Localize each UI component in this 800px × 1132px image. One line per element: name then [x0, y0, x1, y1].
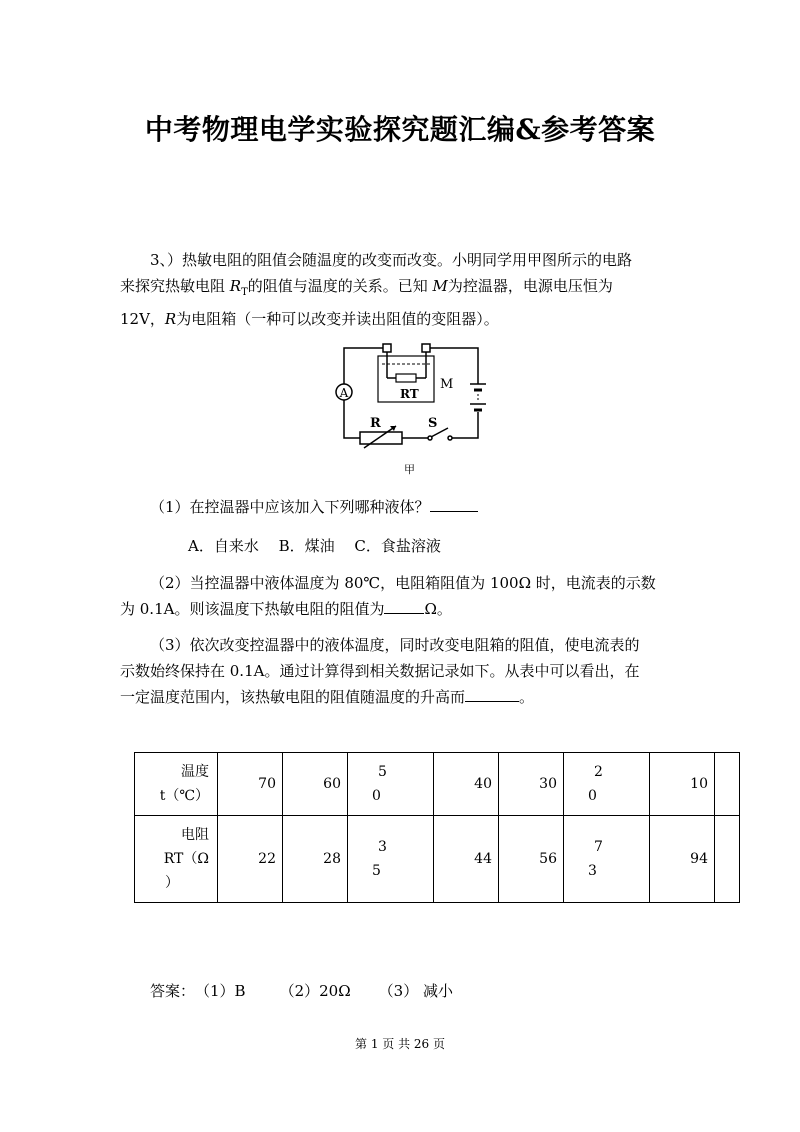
table-cell-label: 电阻 RT（Ω ） [135, 816, 218, 903]
table-cell: 40 [434, 753, 499, 816]
table-cell: 22 [218, 816, 283, 903]
thermistor-label: RT [400, 387, 419, 401]
table-cell: 5 0 [348, 753, 434, 816]
table-cell: 56 [499, 816, 564, 903]
table-cell-empty [715, 816, 740, 903]
answer-blank [465, 685, 519, 702]
intro-line-2: 来探究热敏电阻 $R_T$的阻值与温度的关系。已知 M为控温器，电源电压恒为 [120, 277, 613, 298]
page-footer: 第 1 页 共 26 页 [355, 1037, 445, 1051]
controller-label: M [440, 377, 454, 392]
page-title: 中考物理电学实验探究题汇编&参考答案 [144, 113, 656, 146]
answer-blank [384, 597, 424, 614]
figure-caption: 甲 [404, 463, 415, 476]
table-row [135, 816, 740, 903]
table-cell: 44 [434, 816, 499, 903]
question-2: （2）当控温器中液体温度为 80℃，电阻箱阻值为 100Ω 时，电流表的示数 为 0.1A。则该温度下热敏电阻的阻值为 Ω。 [120, 574, 656, 618]
question-1-options: A．自来水 B．煤油 C．食盐溶液 [188, 537, 441, 555]
circuit-diagram [330, 338, 490, 456]
intro-line-3: 12V，R为电阻箱（一种可以改变并读出阻值的变阻器）。 [120, 310, 499, 328]
table-cell: 2 0 [564, 753, 650, 816]
question-3: （3）依次改变控温器中的液体温度，同时改变电阻箱的阻值，使电流表的 示数始终保持在 0.1A。通过计算得到相关数据记录如下。从表中可以看出，在 一定温度范围内，该热敏电阻的阻值随温度的升高而 。 [120, 636, 640, 706]
table-cell: 7 3 [564, 816, 650, 903]
table-cell: 70 [218, 753, 283, 816]
question-1: （1）在控温器中应该加入下列哪种液体？ [120, 494, 680, 520]
table-row [135, 753, 740, 816]
data-table [134, 752, 740, 903]
intro-paragraph [120, 247, 680, 332]
answer-line: 答案：（1）B （2）20Ω （3） 减小 [150, 982, 453, 1000]
table-cell: 10 [650, 753, 715, 816]
table-cell: 3 5 [348, 816, 434, 903]
table-cell: 30 [499, 753, 564, 816]
table-cell-label: 温度 t（℃） [135, 753, 218, 816]
switch-label: S [428, 416, 438, 431]
table-cell-empty [715, 753, 740, 816]
answer-blank [430, 495, 478, 512]
table-cell: 60 [283, 753, 348, 816]
ammeter-label: A [339, 386, 349, 400]
table-cell: 28 [283, 816, 348, 903]
intro-line-1: 3、）热敏电阻的阻值会随温度的改变而改变。小明同学用甲图所示的电路 [150, 251, 633, 269]
table-cell: 94 [650, 816, 715, 903]
rheostat-label: R [370, 416, 381, 431]
